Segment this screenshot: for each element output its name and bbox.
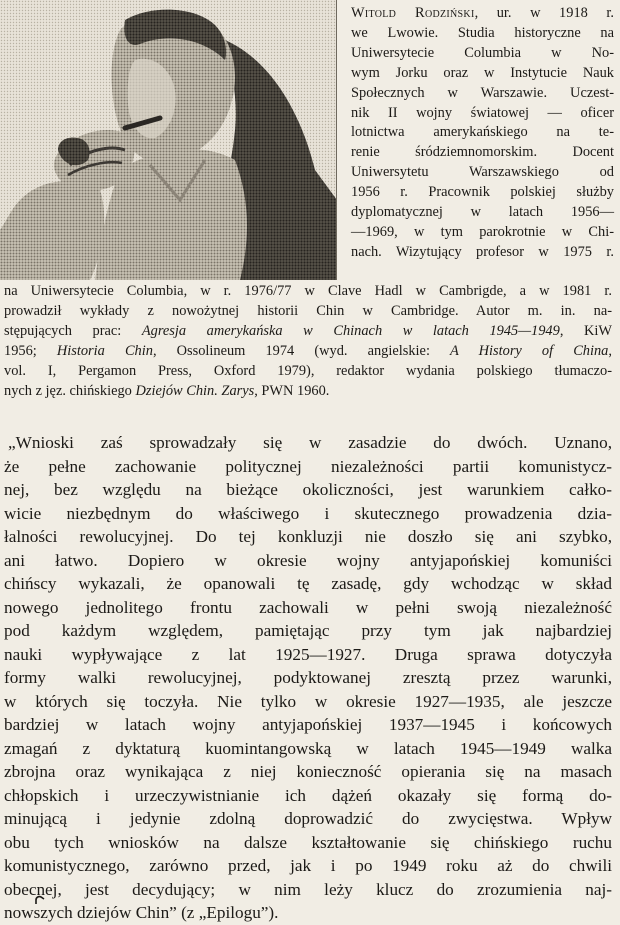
bio-wide-line-2: prowadził wykłady z nowożytnej historii Chin w Cambridge. Autor m. in. na- [4, 302, 612, 319]
quote-line: nowego jednolitego frontu zachowali w pełni swoją niezależność [4, 597, 612, 617]
bio-line-2: we Lwowie. Studia historyczne na [351, 24, 614, 41]
bio-line-12: —1969, w tym parokrotnie w Chi- [351, 223, 614, 240]
quote-line: nowszych dziejów Chin” (z „Epilogu”). [4, 903, 279, 922]
quote-line: nauki wypływające z lat 1925—1927. Druga sprawa dotyczyła [4, 644, 612, 664]
bio-line-9: Uniwersytetu Warszawskiego od [351, 164, 614, 181]
work-title-historia-chin: Historia Chin [56, 342, 153, 359]
quote-line: obecnej, jest decydujący; w nim leży klucz do zrozumienia naj- [4, 879, 612, 899]
work-title-agresja: Agresja amerykańska w Chinach w latach 1945—1949 [141, 322, 560, 339]
author-portrait-photo [0, 0, 337, 280]
bio-works-line-3: vol. I, Pergamon Press, Oxford 1979), redaktor wydania polskiego tłumaczo- [4, 362, 612, 379]
author-bio-top [351, 4, 614, 263]
quote-line: „Wnioski zaś sprowadzały się w zasadzie do dwóch. Uznano, [8, 433, 612, 452]
quote-line: zmagań z dyktaturą kuomintangowską w latach 1945—1949 walka [4, 738, 612, 758]
bio-works-line-1: stępujących prac: Agresja amerykańska w Chinach w latach 1945—1949, KiW [4, 322, 612, 339]
bio-line-4: wym Jorku oraz w Instytucie Nauk [351, 64, 614, 81]
quote-line: wicie niezbędnym do właściwego i skutecznego prowadzenia dzia- [4, 503, 612, 523]
work-title-history-of-china: A History of China [450, 342, 609, 359]
quote-line: w których się toczyła. Nie tylko w okresie 1927—1935, ale jeszcze [4, 691, 612, 711]
author-name: Witold Rodziński [351, 5, 475, 21]
quote-line: ani łatwo. Dopiero w okresie wojny antyjapońskiej komuniści [4, 550, 612, 570]
quote-line: chińscy wykazali, że opanowali tę zasadę, gdy wchodząc w skład [4, 574, 612, 593]
quote-line: bardziej w latach wojny antyjapońskiej 1937—1945 i końcowych [4, 715, 612, 734]
quote-line: obu tych wniosków na dalsze kształtowanie się chińskiego ruchu [4, 832, 612, 852]
bio-line-8: renie śródziemnomorskim. Docent [351, 144, 614, 161]
bio-line-13: nach. Wizytujący profesor w 1975 r. [351, 243, 614, 260]
quote-line: nej, bez względu na bieżące okoliczności, jest warunkiem całko- [4, 480, 612, 499]
bio-line-7: lotnictwa amerykańskiego na te- [351, 124, 614, 141]
bio-line-11: dyplomatycznej w latach 1956— [351, 204, 614, 221]
bio-line-5: Społecznych w Warszawie. Uczest- [351, 84, 614, 101]
bio-line-1: Witold Rodziński, ur. w 1918 r. [351, 5, 614, 21]
author-portrait-image [0, 0, 337, 280]
bio-line-6: nik II wojny światowej — oficer [351, 104, 614, 121]
bio-works-line-2: 1956; Historia Chin, Ossolineum 1974 (wyd. angielskie: A History of China, [4, 342, 612, 359]
bio-line-3: Uniwersytecie Columbia w No- [351, 44, 614, 61]
quote-line: że pełne zachowanie politycznej niezależności partii komunistycz- [4, 456, 612, 476]
quote-line: zbrojna oraz wynikająca z niej konieczność opierania się na masach [4, 762, 612, 781]
bio-works-line-4: nych z jęz. chińskiego Dziejów Chin. Zarys, PWN 1960. [4, 382, 330, 399]
cropped-mark-glyph [34, 895, 46, 904]
work-title-dziejow-chin: Dziejów Chin. Zarys [135, 382, 255, 399]
quote-line: komunistycznego, zarówno przed, jak i po 1949 roku aż do chwili [4, 856, 612, 875]
quote-line: pod każdym względem, pamiętając przy tym jak najbardziej [4, 621, 612, 640]
quote-line: łalności rewolucyjnej. Do tej konkluzji nie doszło się ani szybko, [4, 527, 612, 546]
book-excerpt-quote [4, 431, 612, 925]
author-bio-bottom [4, 282, 612, 401]
bio-wide-line-1: na Uniwersytecie Columbia, w r. 1976/77 w Clave Hadl w Cambrigde, a w 1981 r. [4, 283, 612, 299]
quote-line: chłopskich i urzeczywistnianie ich dążeń okazały się formą do- [4, 785, 612, 805]
bio-line-10: 1956 r. Pracownik polskiej służby [351, 184, 614, 201]
quote-line: formy walki rewolucyjnej, podyktowanej zresztą przez warunki, [4, 668, 612, 687]
quote-line: minującą i jedynie zdolną doprowadzić do zwycięstwa. Wpływ [4, 809, 612, 828]
